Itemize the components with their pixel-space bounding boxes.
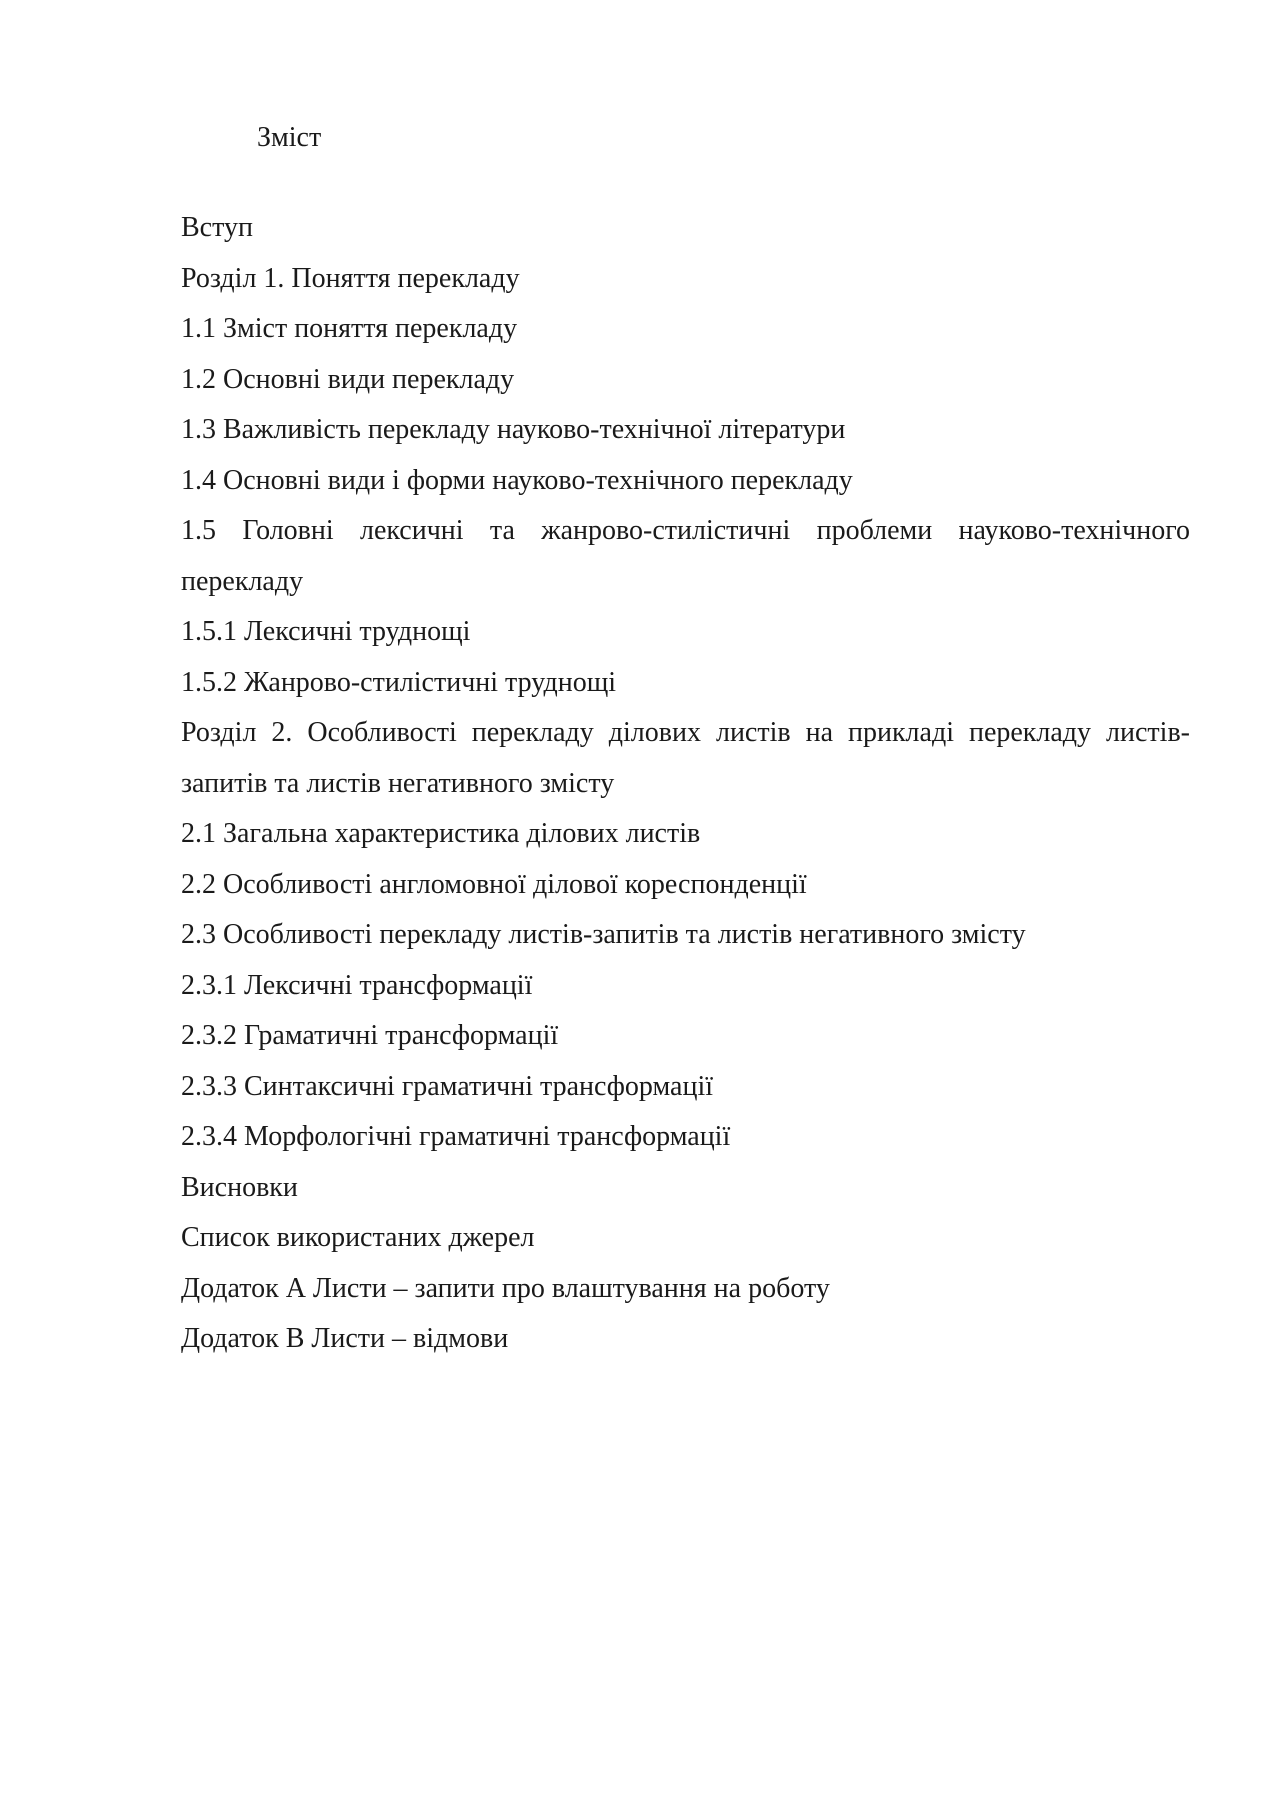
toc-item-1-5-2: 1.5.2 Жанрово-стилістичні труднощі [181, 666, 617, 698]
toc-item-1-3: 1.3 Важливість перекладу науково-технічної літератури [181, 414, 846, 445]
toc-item-1-5: 1.5 Головні лексичні та жанрово-стилістичні проблеми науково-технічного перекладу [181, 515, 1190, 597]
toc-item-1-2: 1.2 Основні види перекладу [181, 363, 515, 395]
toc-item-chapter-1: Розділ 1. Поняття перекладу [181, 262, 520, 294]
toc-item-conclusions: Висновки [181, 1171, 298, 1203]
toc-item-2-3-4: 2.3.4 Морфологічні граматичні трансформації [181, 1121, 731, 1152]
toc-item-references: Список використаних джерел [181, 1222, 535, 1253]
toc-item-1-1: 1.1 Зміст поняття перекладу [181, 313, 518, 344]
page-title: Зміст [257, 122, 322, 153]
table-of-contents [181, 203, 1190, 1365]
toc-item-2-1: 2.1 Загальна характеристика ділових листів [181, 818, 701, 849]
toc-item-intro: Вступ [181, 212, 253, 243]
toc-item-1-4: 1.4 Основні види і форми науково-технічного перекладу [181, 464, 853, 496]
toc-item-2-2: 2.2 Особливості англомовної ділової кореспонденції [181, 868, 807, 900]
toc-item-2-3-3: 2.3.3 Синтаксичні граматичні трансформації [181, 1070, 713, 1102]
toc-item-appendix-b: Додаток В Листи – відмови [181, 1323, 509, 1354]
toc-item-chapter-2: Розділ 2. Особливості перекладу ділових листів на прикладі перекладу листів-запитів та листів негативного змісту [181, 717, 1190, 799]
toc-item-1-5-1: 1.5.1 Лексичні труднощі [181, 616, 471, 647]
toc-item-2-3-1: 2.3.1 Лексичні трансформації [181, 969, 533, 1001]
toc-item-2-3-2: 2.3.2 Граматичні трансформації [181, 1020, 559, 1051]
toc-item-appendix-a: Додаток А Листи – запити про влаштування на роботу [181, 1272, 830, 1304]
toc-item-2-3: 2.3 Особливості перекладу листів-запитів та листів негативного змісту [181, 919, 1026, 950]
